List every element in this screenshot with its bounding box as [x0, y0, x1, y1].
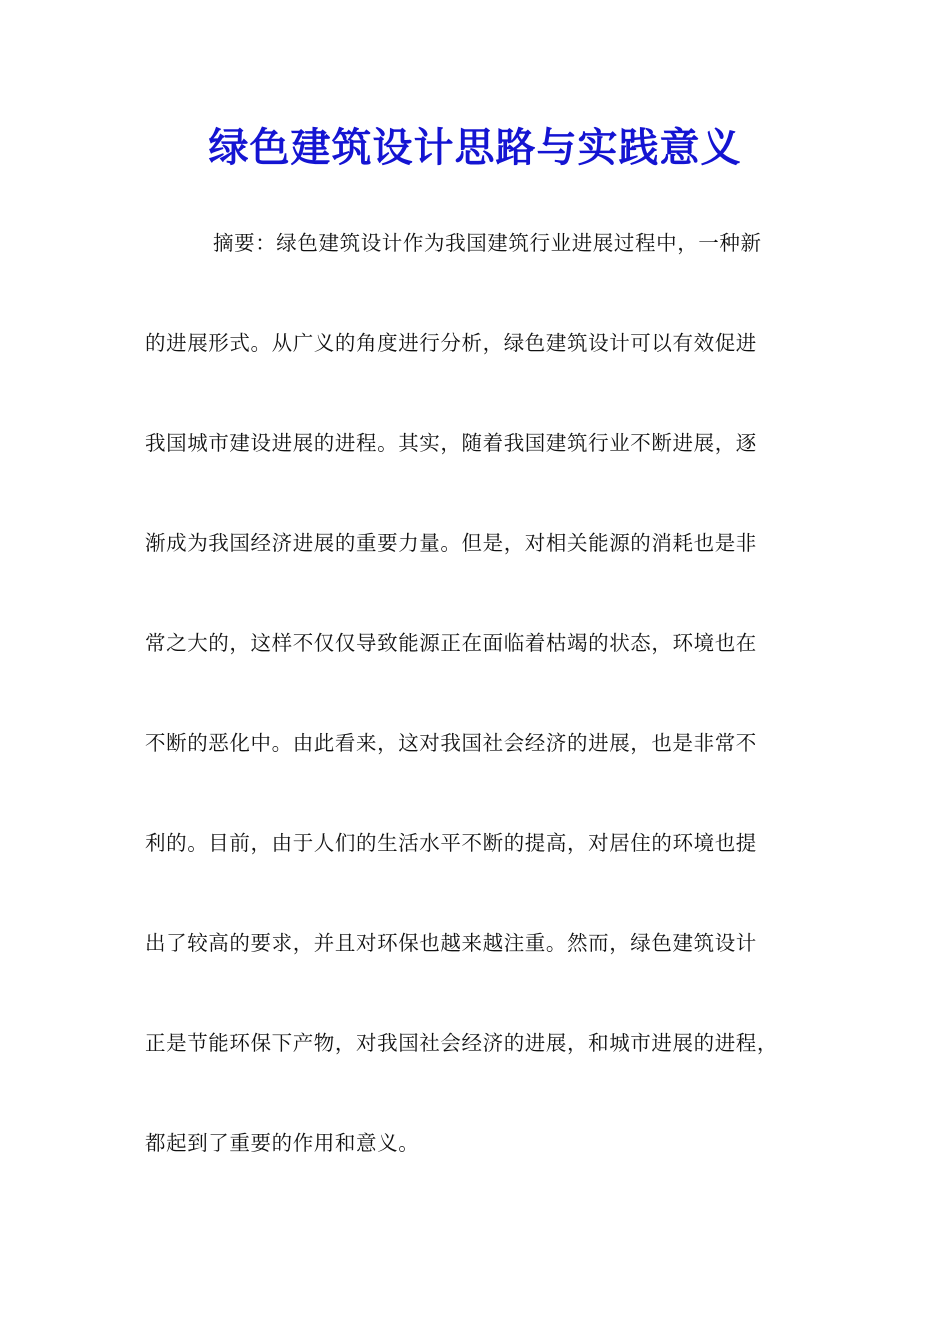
- abstract-line-5: 常之大的，这样不仅仅导致能源正在面临着枯竭的状态，环境也在: [145, 631, 757, 655]
- abstract-line-10: 都起到了重要的作用和意义。: [145, 1131, 420, 1155]
- abstract-line-6: 不断的恶化中。由此看来，这对我国社会经济的进展，也是非常不: [145, 731, 757, 755]
- abstract-line-7: 利的。目前，由于人们的生活水平不断的提高，对居住的环境也提: [145, 831, 757, 855]
- abstract-line-1: 摘要：绿色建筑设计作为我国建筑行业进展过程中，一种新: [213, 231, 762, 255]
- abstract-line-8: 出了较高的要求，并且对环保也越来越注重。然而，绿色建筑设计: [145, 931, 757, 955]
- abstract-line-2: 的进展形式。从广义的角度进行分析，绿色建筑设计可以有效促进: [145, 331, 757, 355]
- abstract-line-4: 渐成为我国经济进展的重要力量。但是，对相关能源的消耗也是非: [145, 531, 757, 555]
- abstract-line-9: 正是节能环保下产物，对我国社会经济的进展，和城市进展的进程，: [145, 1031, 778, 1055]
- document-title: 绿色建筑设计思路与实践意义: [208, 124, 742, 171]
- abstract-line-3: 我国城市建设进展的进程。其实，随着我国建筑行业不断进展，逐: [145, 431, 757, 455]
